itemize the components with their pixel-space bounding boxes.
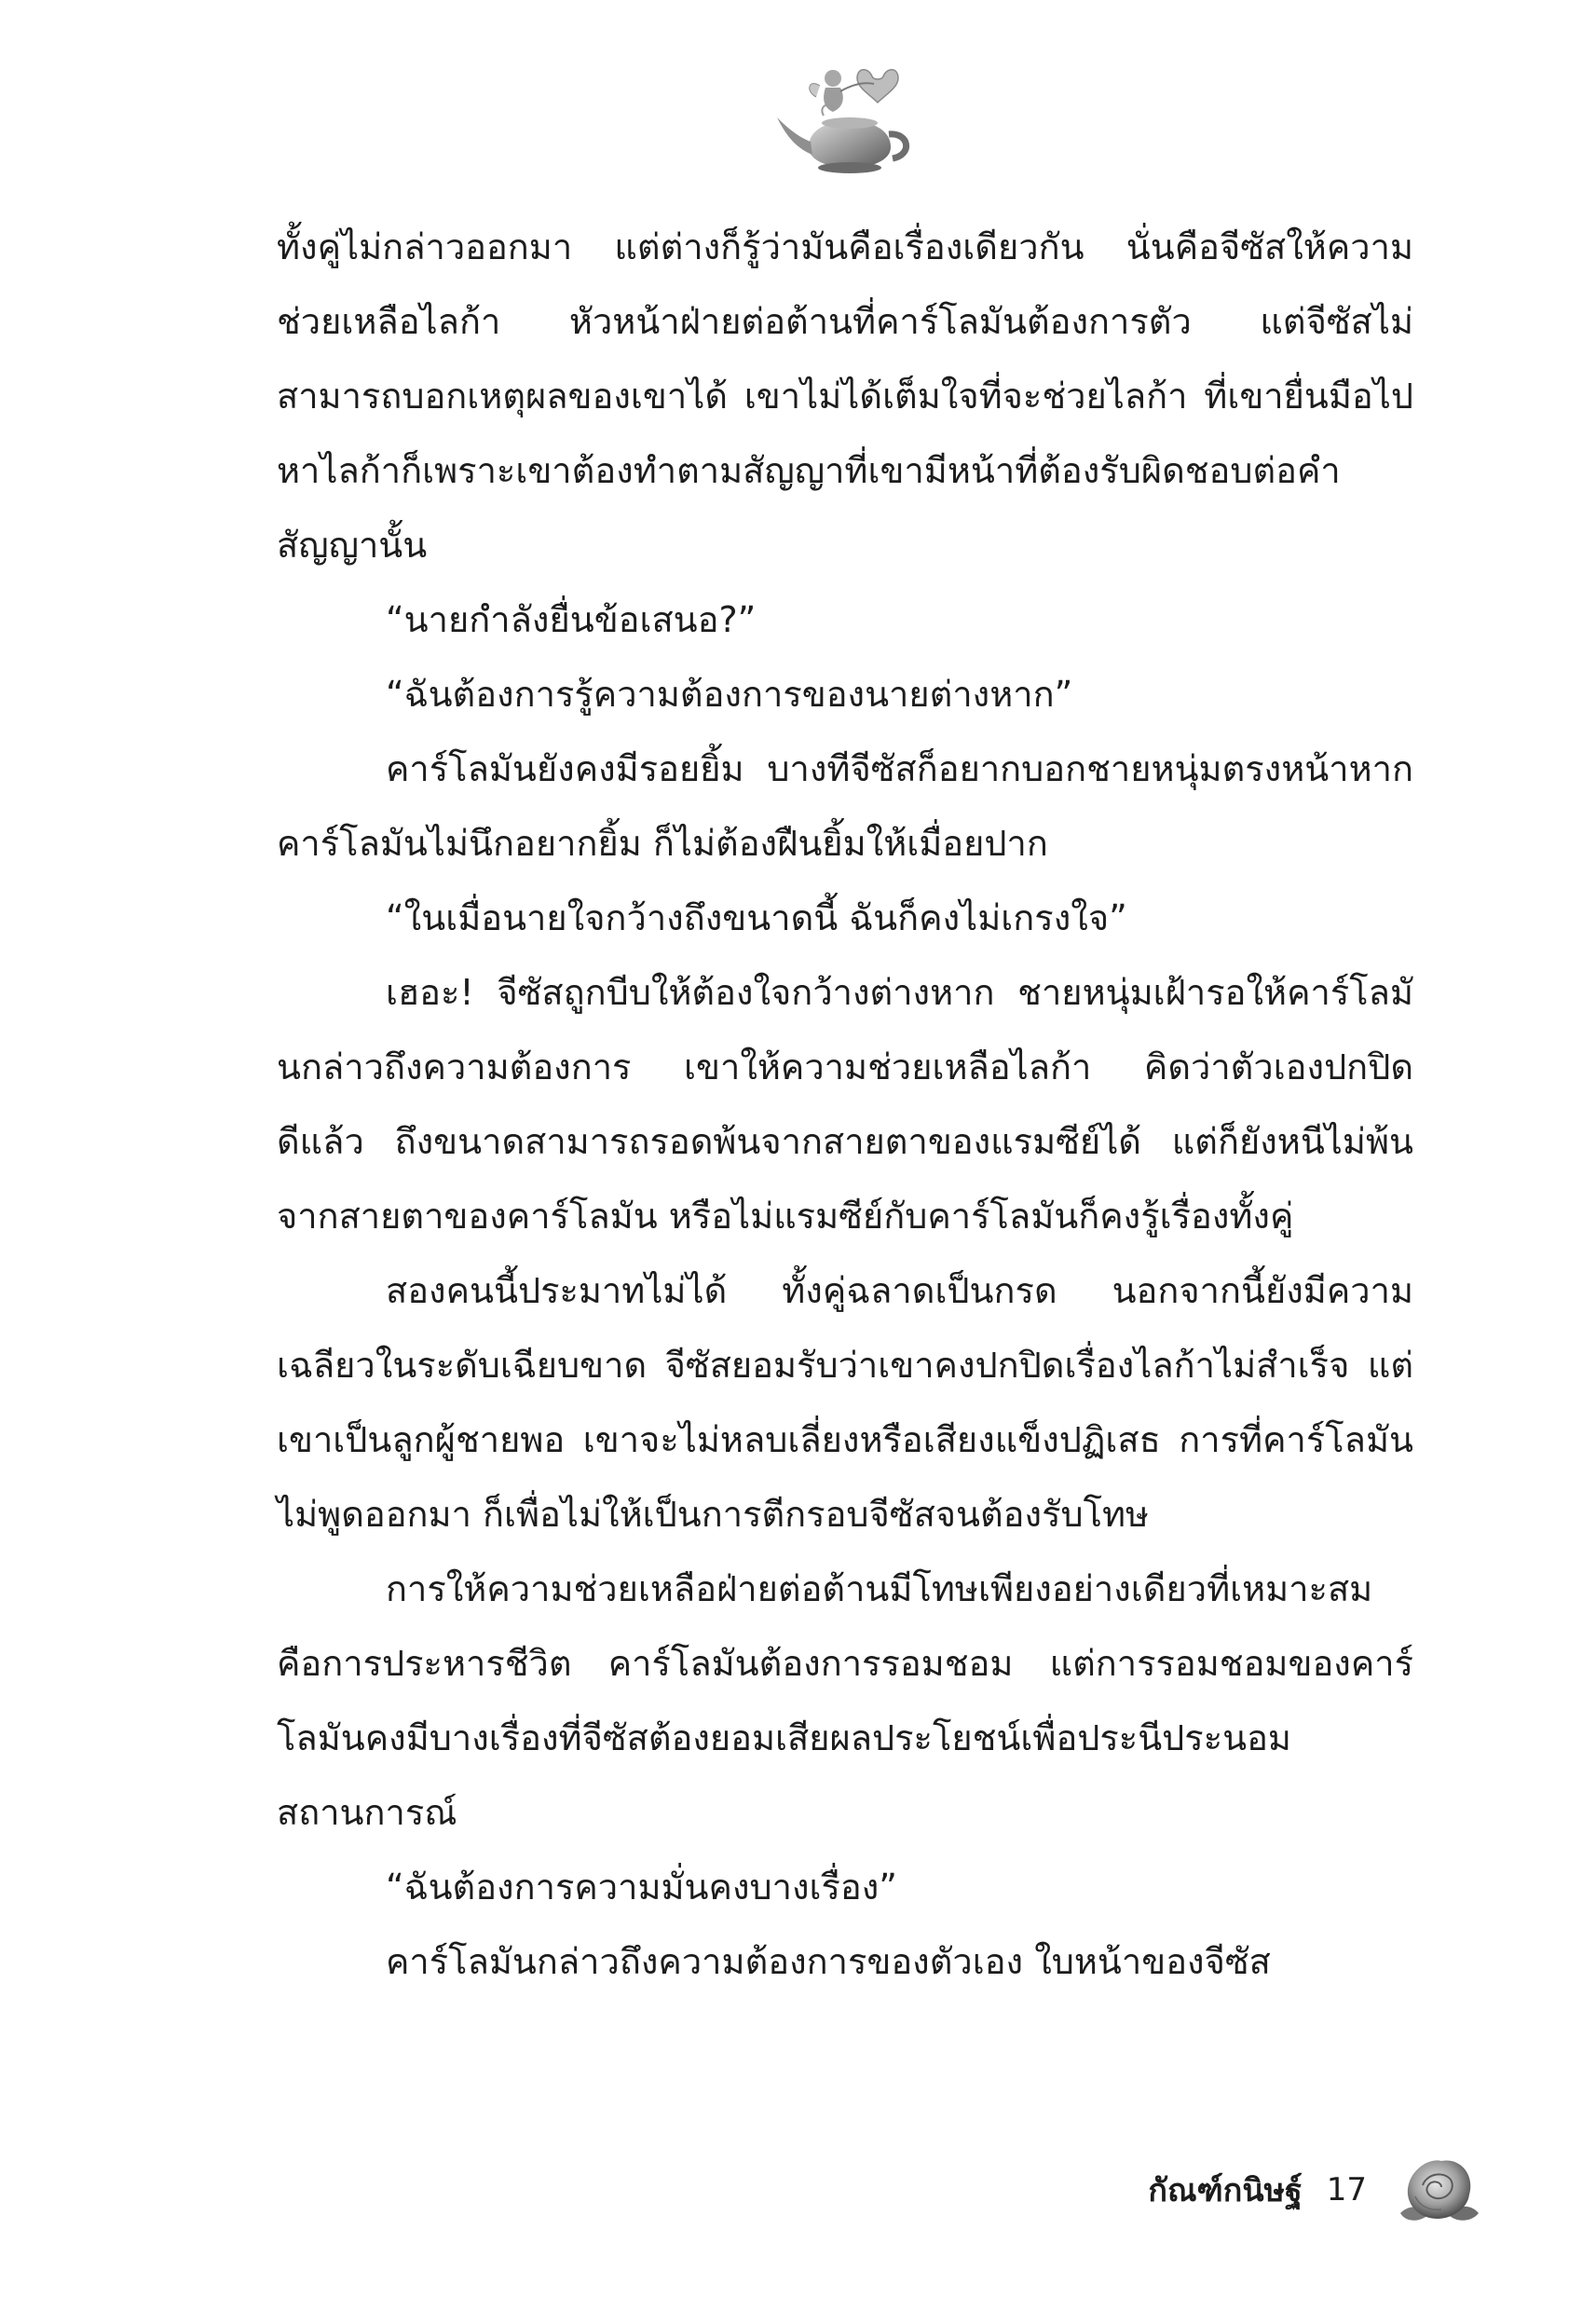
paragraph-9: “ฉันต้องการความมั่นคงบางเรื่อง” <box>386 1867 897 1908</box>
paragraph-1: ทั้งคู่ไม่กล่าวออกมา แต่ต่างก็รู้ว่ามันคือเรื่องเดียวกัน นั่นคือจีซัสให้ความช่วยเหลือไลก้า หัวหน้าฝ่ายต่อต้านที่คาร์โลมันต้องการตัว แต่จีซัสไม่สามารถบอกเหตุผลของเขาได้ เขาไม่ได้เต็มใจที่จะช่วยไลก้า ที่เขายื่นมือไปหาไลก้าก็เพราะเขาต้องทำตามสัญญาที่เขามีหน้าที่ต้องรับผิดชอบต่อคำสัญญานั้น <box>277 226 1413 566</box>
page-footer <box>1148 2143 1484 2236</box>
paragraph-8: การให้ความช่วยเหลือฝ่ายต่อต้านมีโทษเพียงอย่างเดียวที่เหมาะสมคือการประหารชีวิต คาร์โลมันต้องการรอมชอม แต่การรอมชอมของคาร์โลมันคงมีบางเรื่องที่จีซัสต้องยอมเสียผลประโยชน์เพื่อประนีประนอมสถานการณ์ <box>277 1568 1413 1833</box>
rose-ornament-icon <box>1391 2148 1484 2232</box>
teapot-cupid-ornament-icon <box>768 50 926 181</box>
paragraph-3: “ฉันต้องการรู้ความต้องการของนายต่างหาก” <box>386 674 1073 715</box>
body-text <box>277 210 1413 1999</box>
paragraph-2: “นายกำลังยื่นข้อเสนอ?” <box>386 599 757 640</box>
paragraph-7: สองคนนี้ประมาทไม่ได้ ทั้งคู่ฉลาดเป็นกรด นอกจากนี้ยังมีความเฉลียวในระดับเฉียบขาด จีซัสยอมรับว่าเขาคงปกปิดเรื่องไลก้าไม่สำเร็จ แต่เขาเป็นลูกผู้ชายพอ เขาจะไม่หลบเลี่ยงหรือเสียงแข็งปฏิเสธ การที่คาร์โลมันไม่พูดออกมา ก็เพื่อไม่ให้เป็นการตีกรอบจีซัสจนต้องรับโทษ <box>277 1270 1413 1535</box>
paragraph-5: “ในเมื่อนายใจกว้างถึงขนาดนี้ ฉันก็คงไม่เกรงใจ” <box>386 897 1127 938</box>
paragraph-10: คาร์โลมันกล่าวถึงความต้องการของตัวเอง ใบหน้าของจีซัส <box>386 1941 1271 1982</box>
paragraph-6: เฮอะ! จีซัสถูกบีบให้ต้องใจกว้างต่างหาก ชายหนุ่มเฝ้ารอให้คาร์โลมันกล่าวถึงความต้องการ เขาให้ความช่วยเหลือไลก้า คิดว่าตัวเองปกปิดดีแล้ว ถึงขนาดสามารถรอดพ้นจากสายตาของแรมซีย์ได้ แต่ก็ยังหนีไม่พ้นจากสายตาของคาร์โลมัน หรือไม่แรมซีย์กับคาร์โลมันก็คงรู้เรื่องทั้งคู่ <box>277 972 1413 1237</box>
paragraph-4: คาร์โลมันยังคงมีรอยยิ้ม บางทีจีซัสก็อยากบอกชายหนุ่มตรงหน้าหากคาร์โลมันไม่นึกอยากยิ้ม ก็ไม่ต้องฝืนยิ้มให้เมื่อยปาก <box>277 748 1413 864</box>
page-number: 17 <box>1326 2171 1367 2208</box>
footer-book-title: กัณฑ์กนิษฐ์ <box>1148 2172 1303 2209</box>
